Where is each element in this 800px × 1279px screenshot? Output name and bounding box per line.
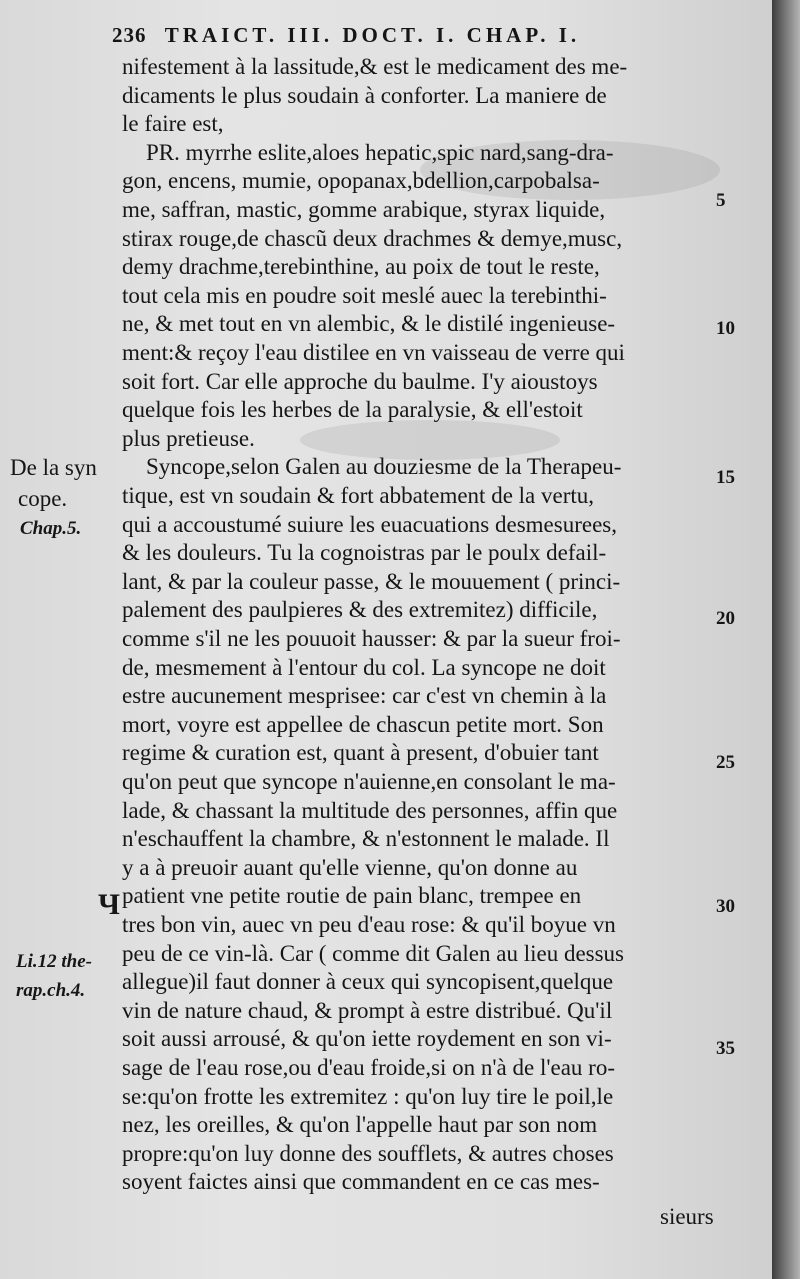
line-number: 10 [716,318,735,339]
text-line: se:qu'on frotte les extremitez : qu'on luy tire le poil,le [122,1083,614,1109]
line-number: 20 [716,608,735,629]
text-line: peu de ce vin-là. Car ( comme dit Galen au lieu dessus [122,940,625,966]
text-line: me, saffran, mastic, gomme arabique, styrax liquide, [122,197,606,222]
text-line: comme s'il ne les pouuoit hausser: & par la sueur froi- [122,626,621,651]
text-line: demy drachme,terebinthine, au poix de tout le reste, [122,254,600,280]
line-number: 25 [716,752,735,773]
text-line: allegue)il faut donner à ceux qui syncopisent,quelque [122,969,614,995]
margin-chapter-label: Chap.5. [20,518,82,539]
text-line: Syncope,selon Galen au douziesme de la Therapeu- [146,454,622,480]
text-line: vin de nature chaud, & prompt à estre distribué. Qu'il [122,997,613,1023]
catchword: sieurs [660,1204,714,1229]
text-line: dicaments le plus soudain à conforter. La maniere de [122,82,607,108]
text-line: n'eschauffent la chambre, & n'estonnent le malade. Il [122,826,610,852]
text-line: regime & curation est, quant à present, d'obuier tant [122,740,599,766]
text-line: tique, est vn soudain & fort abbatement de la vertu, [122,483,595,508]
margin-heading-line-1: De la syn [10,455,97,480]
text-line: de, mesmement à l'entour du col. La syncope ne doit [122,654,606,680]
text-line: mort, voyre est appellee de chascun petite mort. Son [122,711,604,737]
text-line: ne, & met tout en vn alembic, & le distilé ingenieuse- [122,311,616,337]
line-number: 5 [716,190,726,211]
text-line: propre:qu'on luy donne des soufflets, & autres choses [122,1140,614,1166]
text-line: soyent faictes ainsi que commandent en ce cas mes- [122,1169,600,1195]
margin-heading-line-2: cope. [18,486,68,511]
text-line: quelque fois les herbes de la paralysie, & ell'estoit [122,397,583,423]
manicule-mark: Ч [98,888,121,921]
text-line: qui a accoustumé suiure les euacuations desmesurees, [122,511,617,537]
margin-reference-line-2: rap.ch.4. [16,980,86,1001]
line-number: 35 [716,1038,735,1059]
text-line: soit aussi arrousé, & qu'on iette roydement en son vi- [122,1026,612,1052]
book-gutter-edge [772,0,800,1279]
text-line: stirax rouge,de chascũ deux drachmes & demye,musc, [122,225,623,251]
text-line: tres bon vin, auec vn peu d'eau rose: & qu'il boyue vn [122,912,616,937]
text-line: sage de l'eau rose,ou d'eau froide,si on n'à de l'eau ro- [122,1055,615,1080]
running-title: TRAICT. III. DOCT. I. CHAP. I. [164,23,581,47]
text-line: PR. myrrhe eslite,aloes hepatic,spic nard,sang-dra- [146,139,614,165]
text-line: plus pretieuse. [122,425,255,451]
text-line: qu'on peut que syncope n'auienne,en consolant le ma- [122,769,616,794]
text-line: soit fort. Car elle approche du baulme. I'y aioustoys [122,368,598,394]
text-line: lant, & par la couleur passe, & le mouuement ( princi- [122,568,621,594]
text-line: nifestement à la lassitude,& est le medicament des me- [122,54,628,79]
margin-reference-line-1: Li.12 the- [16,951,92,972]
text-line: ment:& reçoy l'eau distilee en vn vaisseau de verre qui [122,340,625,365]
text-line: y a à preuoir auant qu'elle vienne, qu'on donne au [122,854,578,880]
line-number: 15 [716,467,735,488]
text-line: le faire est, [122,111,224,137]
text-line: & les douleurs. Tu la cognoistras par le poulx defail- [122,540,607,566]
text-line: nez, les oreilles, & qu'on l'appelle haut par son nom [122,1112,598,1138]
text-line: tout cela mis en poudre soit meslé auec la terebinthi- [122,282,607,308]
text-line: estre aucunement mesprisee: car c'est vn chemin à la [122,683,607,709]
text-line: patient vne petite routie de pain blanc, trempee en [122,883,582,909]
text-line: gon, encens, mumie, opopanax,bdellion,carpobalsa- [122,168,600,194]
line-number: 30 [716,896,735,917]
page-number: 236 [112,23,147,47]
text-line: palement des paulpieres & des extremitez) difficile, [122,597,598,623]
running-header [112,18,672,52]
text-line: lade, & chassant la multitude des personnes, affin que [122,797,618,823]
